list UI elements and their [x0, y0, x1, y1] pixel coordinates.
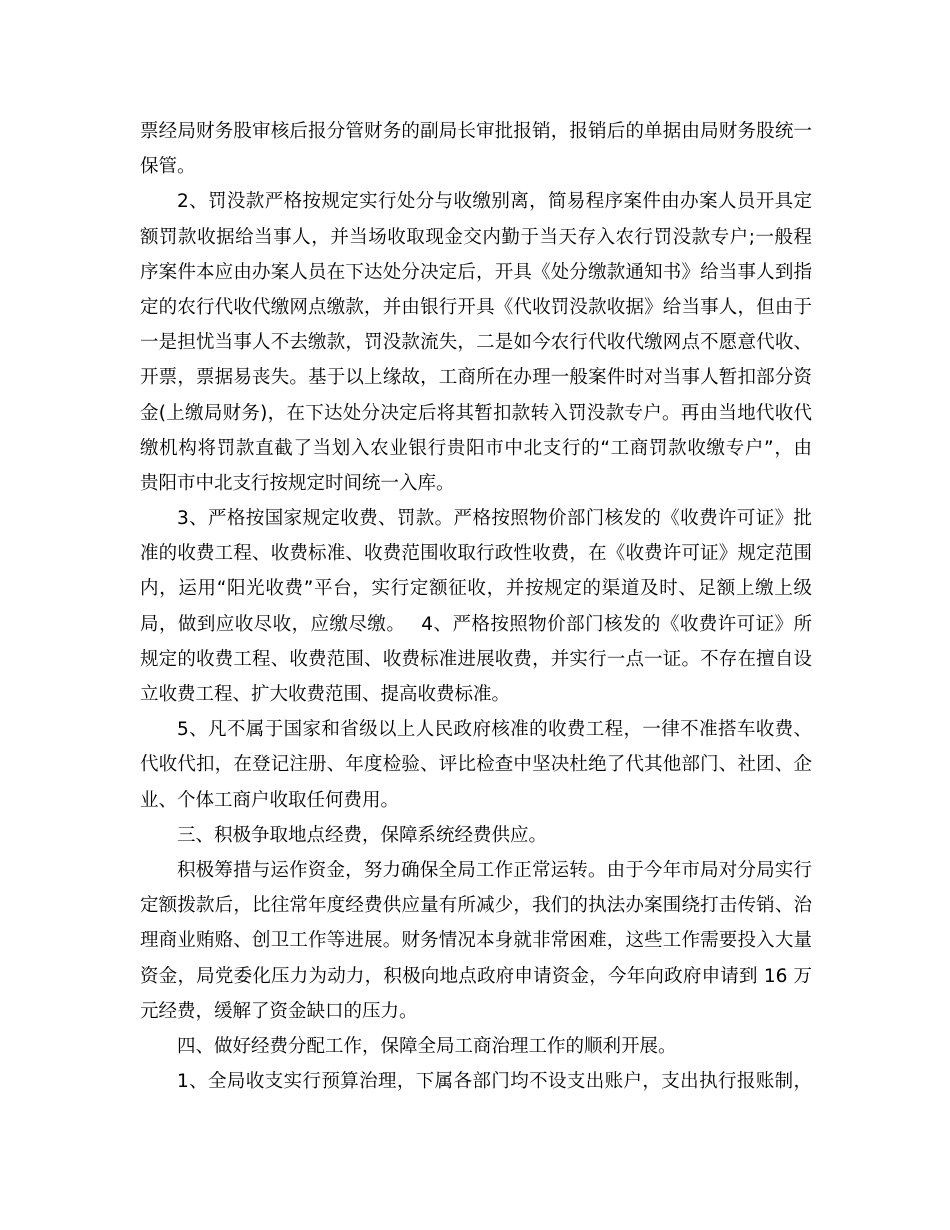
document-body: [140, 114, 812, 1099]
text-line: 元经费，缓解了资金缺口的压力。: [140, 1000, 418, 1022]
text-line: 内，运用“阳光收费”平台，实行定额征收，并按规定的渠道及时、足额上缴上级: [140, 578, 812, 600]
text-line: 定额拨款后，比往常年度经费供应量有所减少，我们的执法办案围绕打击传销、治: [140, 895, 812, 917]
text-line: 序案件本应由办案人员在下达处分决定后，开具《处分缴款通知书》给当事人到指: [140, 261, 812, 283]
text-line: 金(上缴局财务)，在下达处分决定后将其暂扣款转入罚没款专户。再由当地代收代: [140, 402, 812, 424]
text-line: 积极筹措与运作资金，努力确保全局工作正常运转。由于今年市局对分局实行: [177, 859, 812, 881]
text-line: 三、积极争取地点经费，保障系统经费供应。: [177, 824, 548, 846]
text-line: 额罚款收据给当事人，并当场收取现金交内勤于当天存入农行罚没款专户;一般程: [140, 226, 812, 248]
text-line: 缴机构将罚款直截了当划入农业银行贵阳市中北支行的“工商罚款收缴专户”，由: [140, 437, 812, 459]
text-line: 业、个体工商户收取任何费用。: [140, 789, 400, 811]
text-line: 局，做到应收尽收，应缴尽缴。 4、严格按照物价部门核发的《收费许可证》所: [140, 613, 812, 635]
text-line: 3、严格按国家规定收费、罚款。严格按照物价部门核发的《收费许可证》批: [177, 508, 812, 530]
text-line: 定的农行代收代缴网点缴款，并由银行开具《代收罚没款收据》给当事人，但由于: [140, 296, 812, 318]
text-line: 一是担忧当事人不去缴款，罚没款流失，二是如今农行代收代缴网点不愿意代收、: [140, 332, 812, 354]
text-line: 2、罚没款严格按规定实行处分与收缴别离，简易程序案件由办案人员开具定: [177, 191, 812, 213]
text-line: 开票，票据易丧失。基于以上缘故，工商所在办理一般案件时对当事人暂扣部分资: [140, 367, 812, 389]
text-line: 资金，局党委化压力为动力，积极向地点政府申请资金，今年向政府申请到 16 万: [140, 965, 812, 987]
text-line: 5、凡不属于国家和省级以上人民政府核准的收费工程，一律不准搭车收费、: [177, 719, 812, 741]
text-line: 代收代扣，在登记注册、年度检验、评比检查中坚决杜绝了代其他部门、社团、企: [140, 754, 812, 776]
text-line: 准的收费工程、收费标准、收费范围收取行政性收费，在《收费许可证》规定范围: [140, 543, 812, 565]
text-line: 理商业贿赂、创卫工作等进展。财务情况本身就非常困难，这些工作需要投入大量: [140, 930, 812, 952]
text-line: 1、全局收支实行预算治理，下属各部门均不设支出账户，支出执行报账制，: [177, 1071, 812, 1093]
text-line: 立收费工程、扩大收费范围、提高收费标准。: [140, 684, 511, 705]
text-line: 四、做好经费分配工作，保障全局工商治理工作的顺利开展。: [177, 1035, 677, 1057]
text-line: 票经局财务股审核后报分管财务的副局长审批报销，报销后的单据由局财务股统一: [140, 121, 812, 142]
text-line: 保管。: [140, 156, 196, 178]
text-line: 贵阳市中北支行按规定时间统一入库。: [140, 472, 455, 494]
text-line: 规定的收费工程、收费范围、收费标准进展收费，并实行一点一证。不存在擅自设: [140, 648, 812, 670]
